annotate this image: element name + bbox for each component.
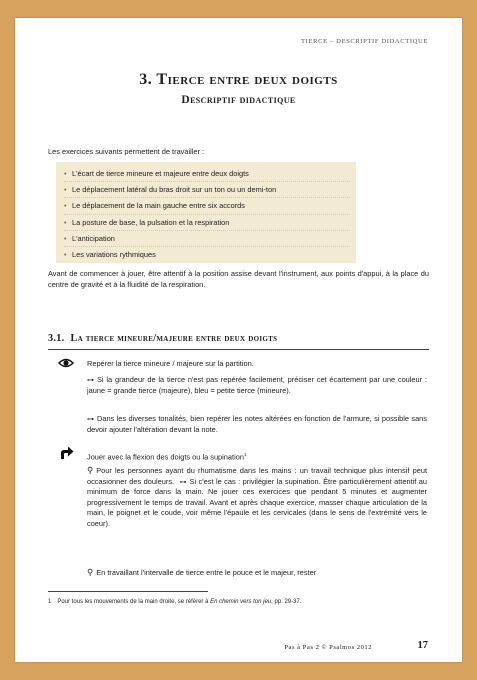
- goal-item: • L'écart de tierce mineure et majeure entre deux doigts: [64, 166, 350, 182]
- goal-item: • Les variations rythmiques: [64, 247, 350, 262]
- arrow-item-text: [87, 450, 427, 463]
- tip-text: Dans les diverses tonalités, bien repérer les notes altérées en fonction de l'armure, si possible sans devoir ajouter l'altération devant la note.: [87, 414, 427, 434]
- footnote-book-title: En chemin vers ton jeu: [210, 599, 272, 605]
- tip-paragraph: [87, 414, 427, 435]
- goal-item: • Le déplacement de la main gauche entre six accords: [64, 198, 350, 214]
- key-icon: ⊶: [87, 415, 94, 423]
- goal-item: • L'anticipation: [64, 231, 350, 247]
- tip-text: Si la grandeur de la tierce n'est pas repérée facilement, préciser cet écartement par une couleur : jaune = grande tierce (majeure), bleu = petite tierce (mineure).: [87, 375, 427, 395]
- goals-box: [56, 162, 356, 263]
- warning-paragraph: [87, 568, 427, 579]
- eye-item-text: Repérer la tierce mineure / majeure sur la partition.: [87, 359, 254, 368]
- footnote: [48, 599, 301, 605]
- section-title: La tierce mineure/majeure entre deux doigts: [70, 333, 278, 344]
- pin-icon: ⚲: [87, 466, 94, 476]
- chapter-subtitle: Descriptif didactique: [181, 94, 296, 106]
- intro-text: Les exercices suivants permettent de travailler :: [48, 147, 205, 156]
- goal-item: • La posture de base, la pulsation et la respiration: [64, 215, 350, 231]
- arrow-item-label: Jouer avec la flexion des doigts ou la supination: [87, 452, 244, 462]
- warning-text-b: Si c'est le cas : privilégier la supination. Être particulièrement attentif au minimum de force dans la main. Ne jouer ces exercices que pendant 5 minutes et augmenter progressivement le temps de travail. Avant et après chaque exercice, masser chaque articulation de la main, le poignet et le coude, voir même l'épaule et les cervicales (dans le sens de l'extrémité vers le coeur).: [87, 476, 427, 528]
- turn-arrow-icon: [60, 446, 74, 459]
- footer-text: Pas à Pas 2 © Psalmos 2012: [284, 644, 372, 651]
- section-heading: [48, 333, 277, 344]
- chapter-title: 3. Tierce entre deux doigts: [139, 71, 338, 88]
- document-page: [15, 18, 462, 662]
- warning-text: En travaillant l'intervalle de tierce entre le pouce et le majeur, rester: [96, 568, 317, 577]
- goals-list: [56, 162, 356, 262]
- key-icon: ⊶: [179, 477, 187, 486]
- footnote-text-after: , pp. 29-37.: [271, 599, 302, 605]
- before-start-paragraph: Avant de commencer à jouer, être attentif à la position assise devant l'instrument, aux points d'appui, à la place du centre de gravité et à la fluidité de la respiration.: [48, 269, 429, 289]
- footnote-text-before: Pour tous les mouvements de la main droite, se référer à: [57, 599, 211, 605]
- footnote-number: 1: [48, 599, 52, 605]
- goal-item: • Le déplacement latéral du bras droit sur un ton ou un demi-ton: [64, 182, 350, 198]
- section-rule: [48, 349, 429, 350]
- key-icon: ⊶: [87, 376, 94, 384]
- pin-icon: ⚲: [87, 568, 94, 578]
- section-number: 3.1.: [48, 333, 65, 344]
- running-header: TIERCE – DESCRIPTIF DIDACTIQUE: [301, 38, 428, 45]
- tip-paragraph: [87, 375, 427, 396]
- footnote-ref: 1: [243, 452, 247, 457]
- warning-paragraph: [87, 466, 427, 529]
- footnote-rule: [48, 591, 208, 592]
- warning-text-a: Pour les personnes ayant du rhumatisme dans les mains : un travail technique plus intensif peut occasionner des douleurs.: [87, 466, 427, 486]
- eye-icon: [58, 358, 74, 368]
- page-number: 17: [417, 640, 428, 651]
